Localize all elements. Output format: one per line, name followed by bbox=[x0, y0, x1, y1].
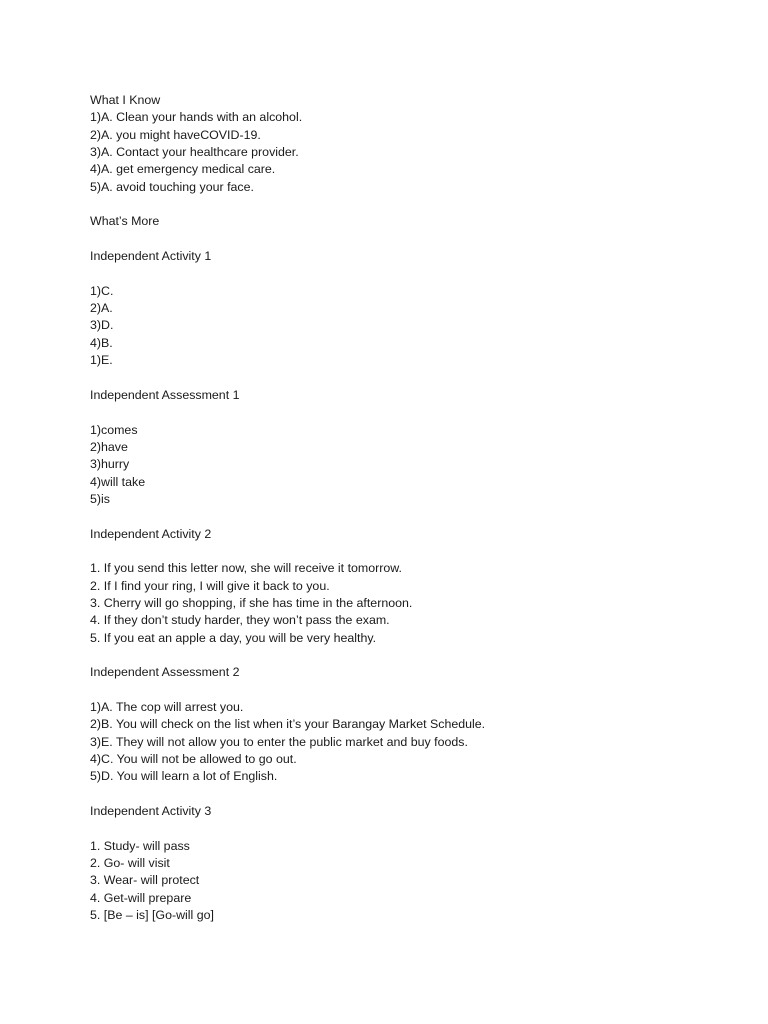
blank-line bbox=[90, 786, 730, 803]
blank-line bbox=[90, 508, 730, 525]
answer-line: 2)have bbox=[90, 439, 128, 454]
answer-line: 1)C. bbox=[90, 283, 114, 298]
answer-line: 5. [Be – is] [Go-will go] bbox=[90, 908, 214, 923]
answer-line: 4)will take bbox=[90, 474, 146, 489]
section-heading: What’s More bbox=[90, 214, 160, 229]
blank-line bbox=[90, 231, 730, 248]
blank-line bbox=[90, 647, 730, 664]
answer-line: 2. Go- will visit bbox=[90, 856, 170, 871]
section-heading: Independent Activity 1 bbox=[90, 249, 212, 264]
answer-line: 3)A. Contact your healthcare provider. bbox=[90, 145, 299, 160]
answer-line: 1. Study- will pass bbox=[90, 838, 190, 853]
answer-line: 2)A. you might haveCOVID-19. bbox=[90, 127, 261, 142]
answer-line: 5)A. avoid touching your face. bbox=[90, 179, 254, 194]
answer-line: 4. If they don’t study harder, they won’t pass the exam. bbox=[90, 613, 390, 628]
answer-line: 1)A. Clean your hands with an alcohol. bbox=[90, 110, 303, 125]
blank-line bbox=[90, 370, 730, 387]
blank-line bbox=[90, 265, 730, 282]
section bbox=[90, 387, 730, 526]
answer-line: 3. Wear- will protect bbox=[90, 873, 200, 888]
blank-line bbox=[90, 682, 730, 699]
section-heading: Independent Activity 3 bbox=[90, 804, 212, 819]
document-page bbox=[90, 92, 730, 925]
answer-line: 2. If I find your ring, I will give it back to you. bbox=[90, 578, 330, 593]
answer-line: 4)C. You will not be allowed to go out. bbox=[90, 752, 297, 767]
section bbox=[90, 213, 730, 248]
blank-line bbox=[90, 543, 730, 560]
answer-line: 5. If you eat an apple a day, you will be very healthy. bbox=[90, 630, 377, 645]
answer-line: 5)is bbox=[90, 491, 110, 506]
answer-line: 3)hurry bbox=[90, 457, 130, 472]
answer-line: 2)A. bbox=[90, 301, 113, 316]
section bbox=[90, 248, 730, 387]
blank-line bbox=[90, 196, 730, 213]
section bbox=[90, 526, 730, 665]
answer-line: 1)comes bbox=[90, 422, 138, 437]
blank-line bbox=[90, 820, 730, 837]
answer-line: 5)D. You will learn a lot of English. bbox=[90, 769, 278, 784]
section-heading: Independent Activity 2 bbox=[90, 526, 212, 541]
section-heading: Independent Assessment 2 bbox=[90, 665, 240, 680]
answer-line: 1)E. bbox=[90, 353, 113, 368]
answer-line: 4)A. get emergency medical care. bbox=[90, 162, 276, 177]
section-heading: What I Know bbox=[90, 93, 161, 107]
section bbox=[90, 92, 730, 213]
blank-line bbox=[90, 404, 730, 421]
answer-line: 3)D. bbox=[90, 318, 114, 333]
section-heading: Independent Assessment 1 bbox=[90, 387, 240, 402]
answer-line: 4. Get-will prepare bbox=[90, 890, 192, 905]
answer-line: 3)E. They will not allow you to enter the public market and buy foods. bbox=[90, 734, 468, 749]
answer-line: 2)B. You will check on the list when it’s your Barangay Market Schedule. bbox=[90, 717, 486, 732]
section bbox=[90, 664, 730, 803]
answer-line: 3. Cherry will go shopping, if she has time in the afternoon. bbox=[90, 595, 413, 610]
answer-line: 4)B. bbox=[90, 335, 113, 350]
answer-line: 1)A. The cop will arrest you. bbox=[90, 700, 244, 715]
answer-line: 1. If you send this letter now, she will receive it tomorrow. bbox=[90, 561, 402, 576]
section bbox=[90, 803, 730, 924]
